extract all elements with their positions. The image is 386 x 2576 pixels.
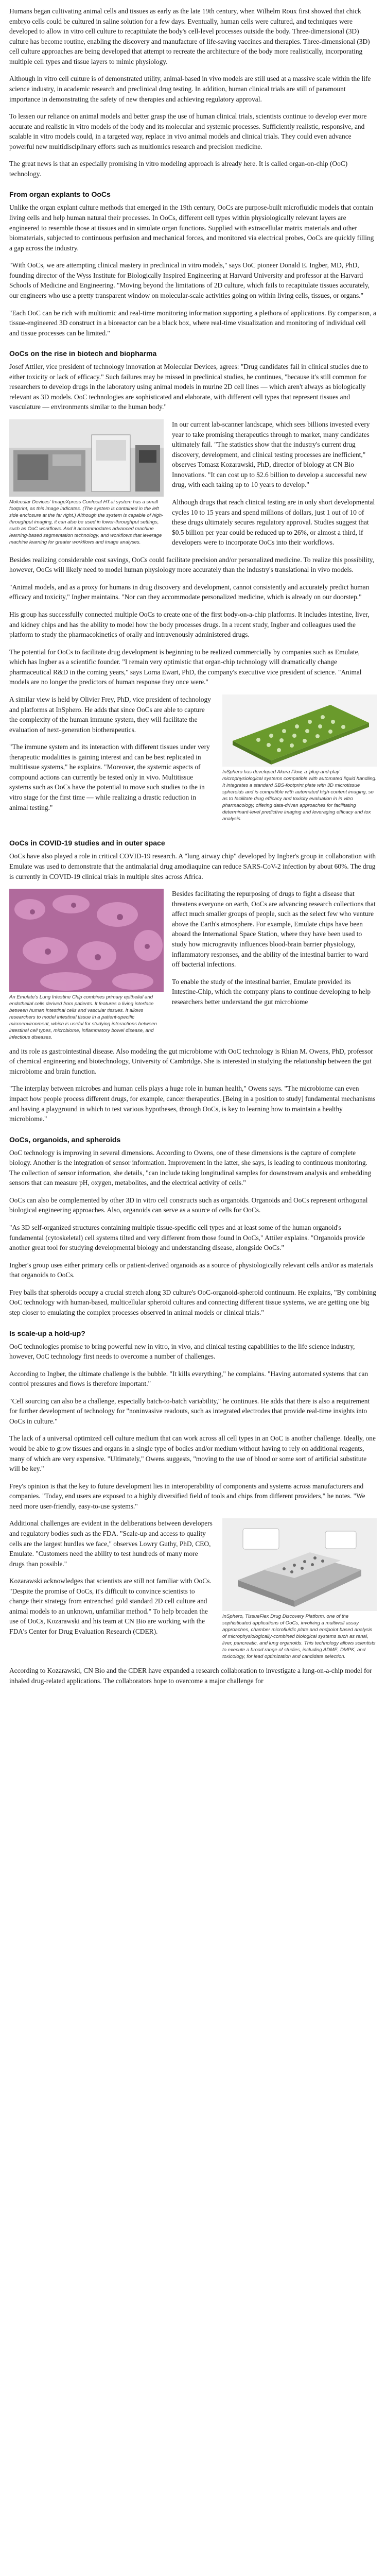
figure-imaging-system: [9, 419, 164, 546]
section-heading-scale-up: Is scale-up a hold-up?: [9, 1329, 85, 1337]
biotech-paragraph-1: Josef Attiler, vice president of technology innovation at Molecular Devices, agrees: "Drug candidates fail in clinical studies due to either toxicity or lack of efficacy." Such failures may be missed in preclinical studies, he continues, "because it's still common for researchers to develop drugs in the laboratory using animal models in murine 2D cell lines — which aren't always as biologically relevant as 3D models. OoC technologies are sophisticated and elaborate, with different cell types that represent tissues and vasculature — environments similar to the human body.": [9, 363, 369, 411]
covid-paragraph-2: and its role as gastrointestinal disease. Also modeling the gut microbiome with OoC technology is Rhian M. Owens, PhD, professor of chemical engineering and biotechnology, University of Cambridge. She is interested in studying the relationship between the gut microbiome and brain function.: [9, 1047, 374, 1075]
organoids-paragraph-1: OoC technology is improving in several dimensions. According to Owens, one of these dimensions is the capture of complete biology. Another is the integration of sensor information. Improvement in the latter, she says, is leading to continuous monitoring. The collection of sensor information, she details, "can include taking longitudinal samples for downstream analysis and embedding sensors that can measure pH, oxygen, metabolites, and the electrical activity of cells.": [9, 1148, 372, 1187]
section-heading-covid: OoCs in COVID-19 studies and in outer space: [9, 839, 165, 848]
figure-intestine-chip: [9, 889, 164, 1041]
biotech-right-paragraph-2: Although drugs that reach clinical testing are in only short developmental cycles 10 to 15 years and spend millions of dollars, just 1 out of 10 of these drugs ultimately secures regulatory approval. Studies suggest that $0.5 billion per year could be reduced up to 26%, or almost a third, if developers were to incorporate OoCs into their workflows.: [172, 498, 375, 547]
scale-up-left-paragraph-2: Kozarawski acknowledges that scientists are still not familiar with OoCs. "Despite the promise of OoCs, it's difficult to convince scientists to change their strategy from entrenched gold standard 2D cell culture and animal models to an unknown, unfamiliar method." To help broaden the use of OoCs, Kozarawski and his team at CN Bio are working with the FDA's Center for Drug Evaluation Research (CDER).: [9, 1577, 212, 1635]
explants-paragraph-3: "Each OoC can be rich with multiomic and real-time monitoring information supporting a plethora of applications. By comparison, a tissue-engineered 3D construct in a bioreactor can be a black box, where real-time visualization and monitoring of individual cell and tissue processes can be limited.": [9, 309, 376, 337]
biotech-paragraph-4: His group has successfully connected multiple OoCs to create one of the first body-on-a-chip platforms. It includes intestine, liver, and kidney chips and has the ability to model how the body processes drugs. In a recent study, Ingber and colleagues used the platform to study the pharmacokinetics of orally and intravenously administered drugs.: [9, 611, 370, 639]
scale-up-paragraph-4: The lack of a universal optimized cell culture medium that can work across all cell types in an OoC is another challenge. Ideally, one would be able to grow tissues and organs in a single type of bodies and/or medium without having to rely on additional reagents, many of which are very expensive. "Ultimately," Owens suggests, "moving to the use of blood or some sort of artificial substitute will be key.": [9, 1434, 376, 1473]
figure-imaging-system-caption: Molecular Devices' ImageXpress Confocal HT.ai system has a small footprint, as this image indicates. (The system is contained in the left side enclosure at the far right.) Although the system is capable of high-throughput imaging, it can also be used in lower-throughput settings, such as OoC workflows. And it accommodates advanced machine learning-based segmentation technology, and workflows that leverage machine learning for greater workflows and image analyses.: [9, 499, 164, 545]
organoids-paragraph-3: "As 3D self-organized structures containing multiple tissue-specific cell types and at least some of the human organoid's fundamental (cytoskeletal) cell systems tilted and very different from those found in OoCs," Attiler explains. "Organoids provide another great tool for studying developmental biology and understanding disease, alongside OoCs.": [9, 1224, 365, 1252]
biotech-frey-paragraph: A similar view is held by Olivier Frey, PhD, vice president of technology and platforms at InSphero. He adds that since OoCs are able to capture the complexity of the human immune system, they will facilitate the evaluation of next-generation biotherapeutics.: [9, 695, 211, 734]
figure-microfluidic-plate: [222, 694, 377, 823]
section-heading-organoids: OoCs, organoids, and spheroids: [9, 1135, 121, 1144]
section-heading-biotech: OoCs on the rise in biotech and biopharma: [9, 349, 157, 358]
covid-right-paragraph-2: To enable the study of the intestinal barrier, Emulate provided its Intestine-Chip, which the company plans to continue developing to help researchers better understand the gut microbiome: [172, 977, 371, 1006]
explants-paragraph-2: "With OoCs, we are attempting clinical mastery in preclinical in vitro models," says OoC pioneer Donald E. Ingber, MD, PhD, founding director of the Wyss Institute for Biologically Inspired Engineering at Harvard University and professor at the Harvard Schools of Medicine and Engineering. "Moving beyond the limitations of 2D culture, which fails to recapitulate tissues accurately, our engineers who use a pretty transparent window on molecular-scale activities going on within living cells, tissues, or organs.": [9, 261, 370, 299]
intestine-cells-micrograph: [9, 889, 164, 992]
figure-tissue-platform-caption: InSphero, TissueFlex Drug Discovery Platform, one of the sophisticated applications of OoCs, involving a multiwell assay approaches, chamber microfluidic plate and endpoint based analysis of microphysiologically-combined biological systems such as renal, liver, pancreatic, and lung organoids. This technology allows scientists to execute a broad range of studies, including ADME, DMPK, and toxicology, for lead optimization and candidate selection.: [222, 1614, 376, 1659]
scale-up-paragraph-2: According to Ingber, the ultimate challenge is the bubble. "It kills everything," he complains. "Having automated systems that can control pressures and flows is therefore important.": [9, 1369, 369, 1388]
biotech-immune-quote: "The immune system and its interaction with different tissues under very therapeutic modalities is gaining interest and can be best replicated in multitissue systems," he explains. "Moreover, the systemic aspects of compound actions can currently be tested only in vivo. Multitissue systems such as OoCs have the potential to move such studies to the in vitro stage for the first time — while realizing a drastic reduction in animal testing.": [9, 743, 210, 811]
intro-paragraph-4: The great news is that an especially promising in vitro modeling approach is already here. It is called organ-on-chip (OoC) technology.: [9, 160, 348, 178]
figure-microfluidic-plate-caption: InSphero has developed Akura Flow, a 'plug-and-play' microphysiological systems compatible with automated liquid handling. It integrates a standard SBS-footprint plate with 3D microtissue spheroids and is compatible with automated high-content imaging, so as to facilitate drug efficacy and toxicity evaluation in in vitro pharmacology, offering data-driven approaches for facilitating determinant-level predictive imaging and leveraging efficacy and tox analysis.: [222, 769, 377, 822]
figure-intestine-chip-caption: An Emulate's Lung Intestine Chip combines primary epithelial and endothelial cells derived from patients. It features a living interface between human intestinal cells and vascular tissues. It allows researchers to model intestinal tissue in a patient-specific microenvironment, which is useful for studying interactions between intestinal cell types, microbiome, inflammatory bowel disease, and infectious diseases.: [9, 994, 157, 1040]
tissue-platform-photo: [222, 1518, 377, 1611]
biotech-paragraph-3: "Animal models, and as a proxy for humans in drug discovery and development, cannot consistently and accurately predict human efficacy and toxicity," Ingber maintains. "Nor can they accommodate personalized medicine, which is already on our doorstep.": [9, 583, 370, 601]
organoids-paragraph-5: Frey balls that spheroids occupy a crucial stretch along 3D culture's OoC-organoid-spheroid continuum. He explains, "By combining OoC technology with human-based, multicellular spheroid cultures and connecting different tissue systems, we are getting one big step closer to emulating the complex processes observed in animal models or clinical trials.": [9, 1288, 376, 1316]
section-heading-explants: From organ explants to OoCs: [9, 190, 111, 199]
scale-up-paragraph-1: OoC technologies promise to bring powerful new in vitro, in vivo, and clinical testing capabilities to the life science industry, however, OoC technology first needs to overcome a number of challenges.: [9, 1342, 355, 1361]
explants-paragraph-1: Unlike the organ explant culture methods that emerged in the 19th century, OoCs are purpose-built microfluidic models that contain living cells and help human natural their processes. In OoCs, different cell types within physiologically relevant layers are engineered to resemble those at tissues and in simulate organ functions. Supplied with extracellular matrix materials and other biomaterials, subjected to continuous perfusion and mechanical forces, and monitored via electrical probes, OoCs are quickly filling a gap across the industry.: [9, 204, 374, 252]
microfluidic-plate-photo: [222, 694, 377, 767]
lab-photo: [9, 419, 164, 497]
scale-up-paragraph-5: Frey's opinion is that the key to future development lies in interoperability of components and systems across manufacturers and companies. "Today, end users are exposed to a highly diversified field of tools and chips from different providers," he notes. "We need more user-friendly, easy-to-use systems.": [9, 1482, 365, 1510]
intro-paragraph-3: To lessen our reliance on animal models and better grasp the use of human clinical trials, scientists continue to develop ever more accurate and realistic in vitro models of the body and its molecular and systemic processes. Sufficiently realistic, responsive, and scalable in vitro models could, in a targeted way, replace in vivo animal models and clinical trials. They could even advance powerful new multidisciplinary efforts such as multiomics research and precision medicine.: [9, 112, 367, 150]
scale-up-left-paragraph-1: Additional challenges are evident in the deliberations between developers and regulatory bodies such as the FDA. "Scale-up and access to quality cells are the largest hurdles we face," observes Lowry Guthy, PhD, CEO, Emulate. "Customers need the ability to test hundreds of many more drugs than possible.": [9, 1519, 213, 1568]
covid-right-paragraph-1: Besides facilitating the repurposing of drugs to fight a disease that threatens everyone on earth, OoCs are advancing research collections that affect much smaller groups of people, such as the select few who venture above the Earth's atmosphere. For example, Emulate chips have been aboard the International Space Station, where they have been used to study how microgravity influences blood-brain barrier physiology, inflammatory responses, and the ability of the intestinal barrier to ward off bacterial infections.: [172, 890, 376, 969]
intro-paragraph-1: Humans began cultivating animal cells and tissues as early as the late 19th century, when Wilhelm Roux first showed that chick embryo cells could be cultured in saline solution for a few days. Eventually, human cells were cultured, and techniques were developed to allow in vitro cell culture to recapitulate the body's cell-level processes outside the body. Three-dimensional (3D) culture has become routine, enabling the discovery and manufacture of life-saving vaccines and therapies. Three-dimensional (3D) cell culture approaches are being developed that attempt to recreate the architecture of the body more realistically, incorporating multiple cell types and tissue layers to mimic physiology.: [9, 7, 370, 65]
biotech-right-paragraph-1: In our current lab-scanner landscape, which sees billions invested every year to take promising therapeutics through to market, many candidates ultimately fail. "The statistics show that the industry's current drug discovery, development, and clinical testing processes are inefficient," observes Tomasz Kozarawski, PhD, director of biology at CN Bio Innovations. "It can cost up to $2.6 billion to develop a successful new drug, with each taking up to 10 years to develop.": [172, 420, 370, 489]
biotech-paragraph-2: Besides realizing considerable cost savings, OoCs could facilitate precision and/or personalized medicine. To realize this possibility, however, OoCs will likely need to model human physiology more accurately than the industry's translational in vivo models.: [9, 555, 374, 574]
covid-paragraph-1: OoCs have also played a role in critical COVID-19 research. A "lung airway chip" developed by Ingber's group in collaboration with Emulate was used to demonstrate that the antimalarial drug amodiaquine can reduce SARS-CoV-2 infection by about 60%. The drug is currently in COVID-19 clinical trials in multiple sites across Africa.: [9, 852, 376, 880]
scale-up-paragraph-3: "Cell sourcing can also be a challenge, especially batch-to-batch variability," he continues. He adds that there is also a requirement for further development of technology for "noninvasive readouts, such as integrated electrodes that provide real-time insights into OoCs in culture.": [9, 1397, 370, 1425]
figure-tissue-platform: [222, 1518, 377, 1660]
organoids-paragraph-2: OoCs can also be complemented by other 3D in vitro cell constructs such as organoids. Organoids and OoCs represent orthogonal biological engineering approaches. Also, organoids can serve as a source of cells for OoCs.: [9, 1196, 368, 1214]
covid-paragraph-3: "The interplay between microbes and human cells plays a huge role in human health," Owens says. "The microbiome can even impact how people process different drugs, for example, cancer therapeutics. [Being in a position to study] fundamental mechanisms and having a playground in which to test various hypotheses, through OoCs, is key to learning how to maintain a healthy microbiome.": [9, 1084, 376, 1123]
biotech-paragraph-5: The potential for OoCs to facilitate drug development is beginning to be realized commercially by companies such as Emulate, which has Ingber as a scientific founder. "I remain very optimistic that organ-chip technology will dramatically change pharmaceutical R&D in the coming years," says Lorna Ewart, PhD, the company's executive vice president of science. "Animal models are no longer the predictors of human response they once were.": [9, 648, 362, 686]
final-paragraph: According to Kozarawski, CN Bio and the CDER have expanded a research collaboration to investigate a lung-on-a-chip model for inhaled drug-related applications. The collaborators hope to overcome a major challenge for: [9, 1666, 372, 1685]
intro-paragraph-2: Although in vitro cell culture is of demonstrated utility, animal-based in vivo models are still used at a massive scale within the life science industry, in academic research and preclinical drug testing. In addition, human clinical trials are still of paramount importance in demonstrating the safety of new therapies and achieving regulatory approval.: [9, 75, 371, 103]
organoids-paragraph-4: Ingber's group uses either primary cells or patient-derived organoids as a source of physiologically relevant cells and/or as materials that organoids to OoCs.: [9, 1261, 374, 1279]
